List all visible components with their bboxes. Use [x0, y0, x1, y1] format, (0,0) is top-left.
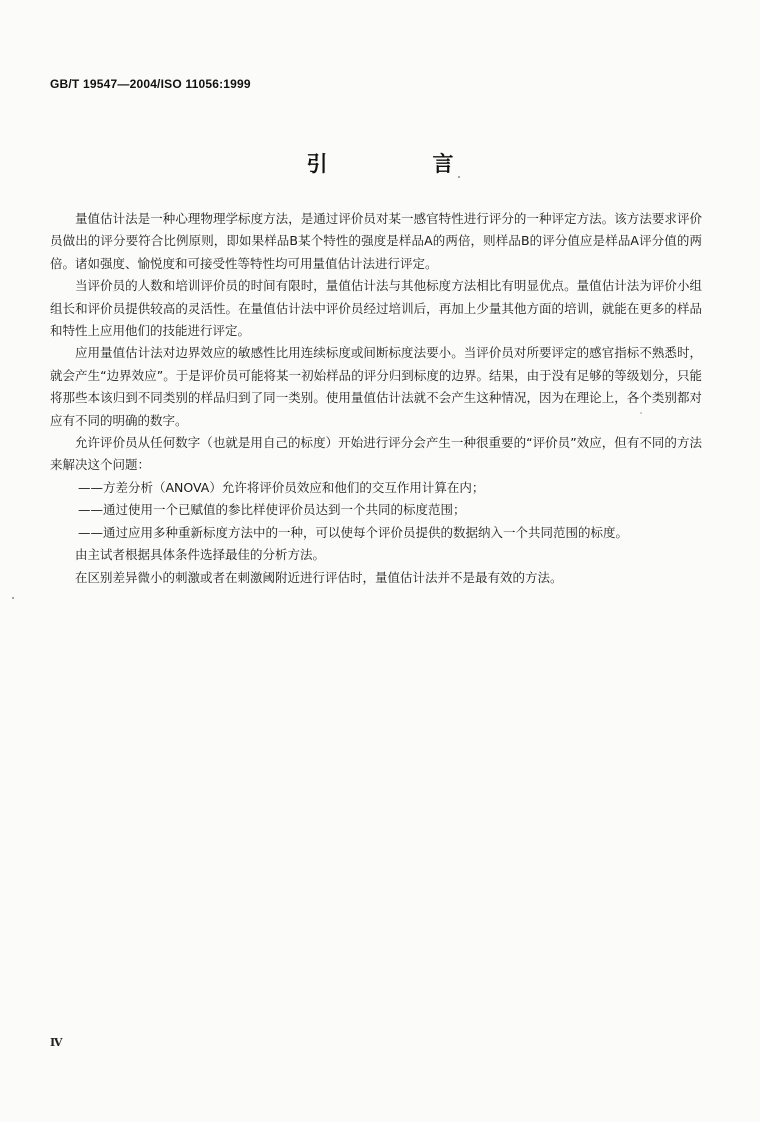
scan-speck — [12, 597, 14, 599]
paragraph: 在区别差异微小的刺激或者在刺激阈附近进行评估时，量值估计法并不是最有效的方法。 — [75, 569, 563, 585]
dash-list-item: ——方差分析（ANOVA）允许将评价员效应和他们的交互作用计算在内； — [78, 479, 485, 495]
paragraph: 当评价员的人数和培训评价员的时间有限时，量值估计法与其他标度方法相比有明显优点。量值估计法为评价小组组长和评价员提供较高的灵活性。在量值估计法中评价员经过培训后，再加上少量其他方面的培训，就能在更多的样品和特性上应用他们的技能进行评定。 — [50, 278, 702, 339]
standard-number-header: GB/T 19547—2004/ISO 11056:1999 — [50, 77, 251, 91]
dash-list-item: ——通过应用多种重新标度方法中的一种，可以使每个评价员提供的数据纳入一个共同范围的标度。 — [78, 524, 629, 540]
document-body — [50, 208, 702, 589]
paragraph: 量值估计法是一种心理物理学标度方法，是通过评价员对某一感官特性进行评分的一种评定方法。该方法要求评价员做出的评分要符合比例原则，即如果样品B某个特性的强度是样品A的两倍，则样品B的评分值应是样品A评分值的两倍。诸如强度、愉悦度和可接受性等特性均可用量值估计法进行评定。 — [50, 211, 702, 271]
paragraph: 由主试者根据具体条件选择最佳的分析方法。 — [75, 547, 326, 563]
paragraph: 应用量值估计法对边界效应的敏感性比用连续标度或间断标度法要小。当评价员对所要评定的感官指标不熟悉时，就会产生“边界效应”。于是评价员可能将某一初始样品的评分归到标度的边界。结果，由于没有足够的等级划分，只能将那些本该归到不同类别的样品归到了同一类别。使用量值估计法就不会产生这种情况，因为在理论上，各个类别都对应有不同的明确的数字。 — [50, 345, 702, 428]
scan-speck — [458, 176, 460, 178]
scan-speck — [640, 412, 642, 414]
paragraph: 允许评价员从任何数字（也就是用自己的标度）开始进行评分会产生一种很重要的“评价员”效应，但有不同的方法来解决这个问题： — [50, 435, 702, 473]
page-number: Ⅳ — [50, 1036, 63, 1049]
dash-list-item: ——通过使用一个已赋值的参比样使评价员达到一个共同的标度范围； — [78, 502, 466, 518]
section-title: 引 言 — [306, 152, 496, 176]
